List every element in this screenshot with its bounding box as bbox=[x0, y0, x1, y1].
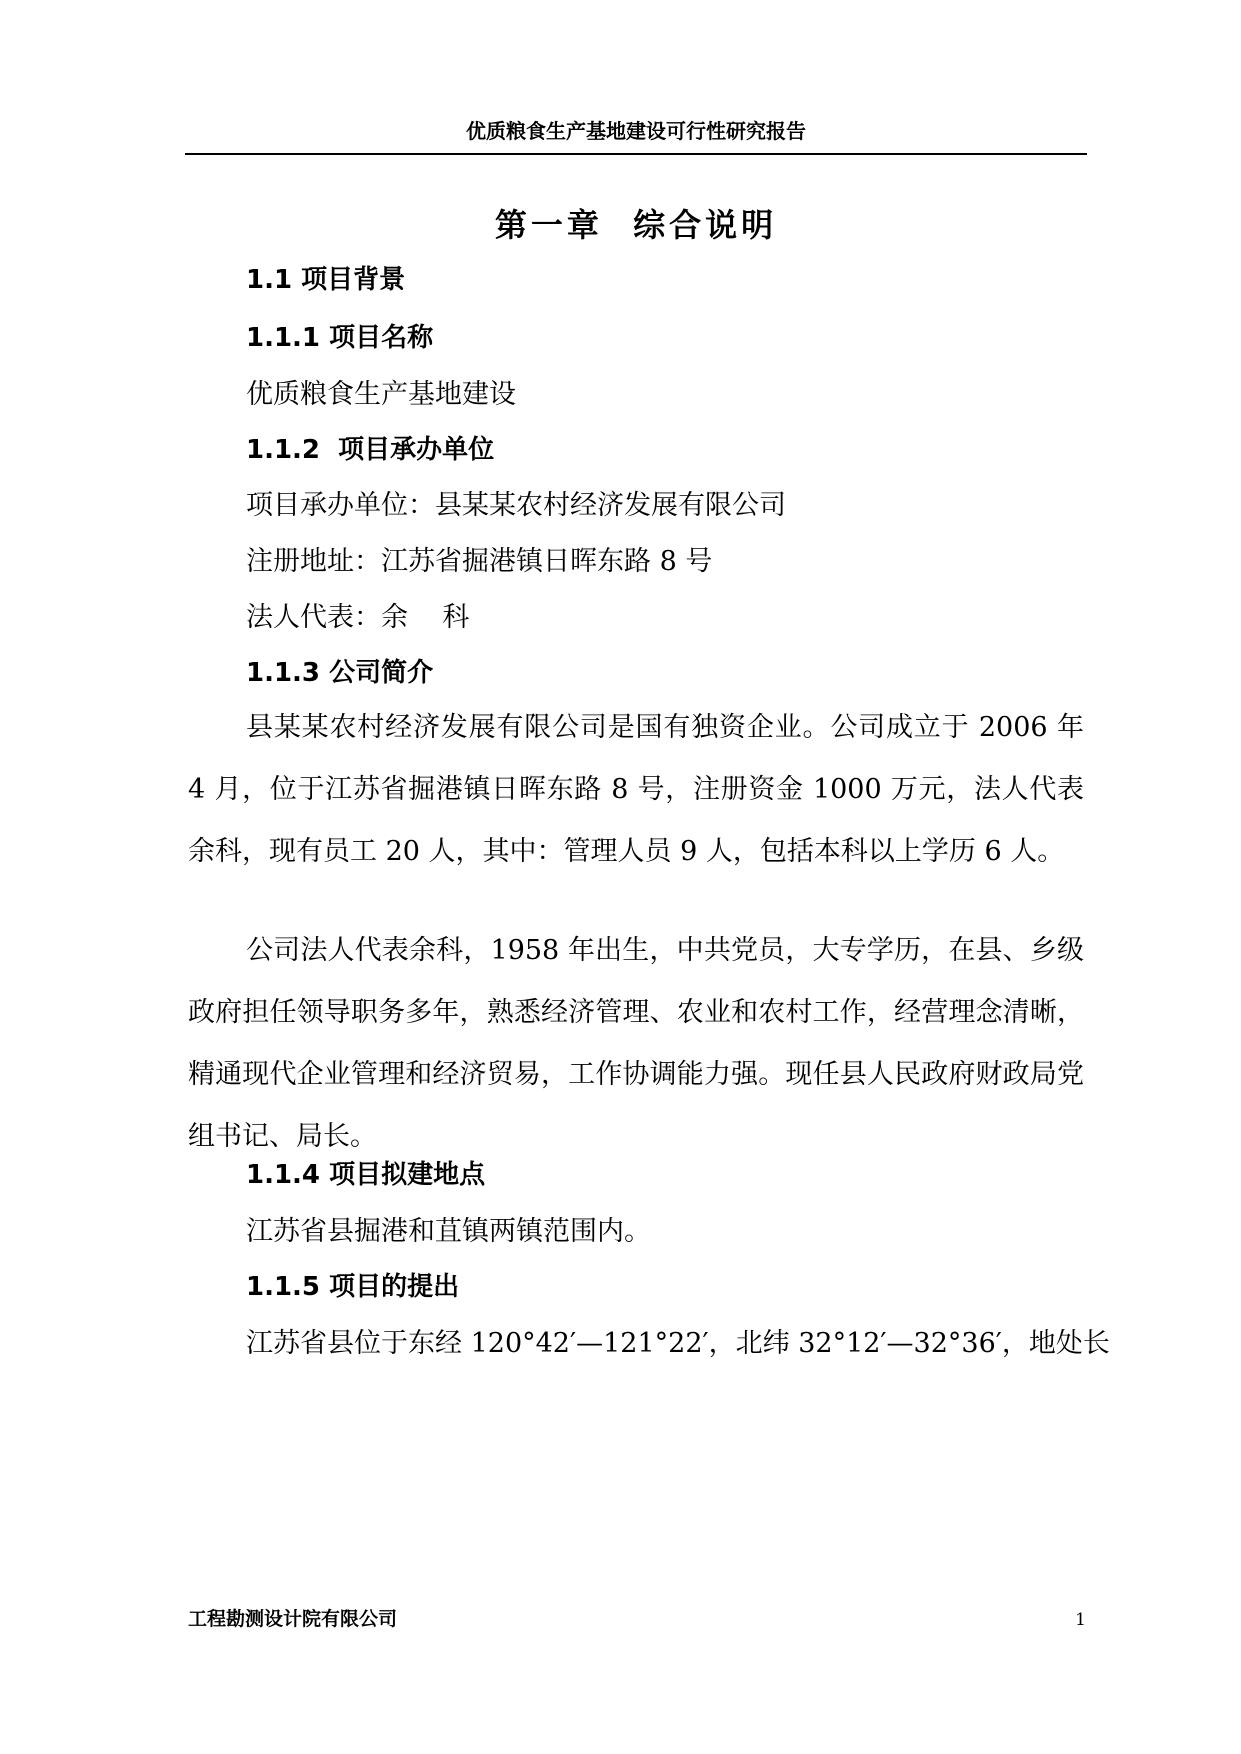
section-heading-1-1-1: 1.1.1 项目名称 bbox=[246, 323, 434, 353]
page-header-title: 优质粮食生产基地建设可行性研究报告 bbox=[466, 119, 806, 143]
footer-company-name: 工程勘测设计院有限公司 bbox=[188, 1608, 398, 1630]
header-divider bbox=[185, 153, 1087, 155]
project-name-text: 优质粮食生产基地建设 bbox=[246, 379, 516, 410]
company-intro-paragraph-1: 县某某农村经济发展有限公司是国有独资企业。公司成立于 2006 年 4 月，位于江苏省掘港镇日晖东路 8 号，注册资金 1000 万元，法人代表余科，现有员工 20 人，其中：管理人员 9 人，包括本科以上学历 6 人。 bbox=[188, 712, 1084, 867]
section-heading-1-1-3: 1.1.3 公司简介 bbox=[246, 658, 434, 688]
section-heading-1-1-4: 1.1.4 项目拟建地点 bbox=[246, 1160, 486, 1190]
chapter-title: 第一章 综合说明 bbox=[494, 206, 778, 244]
section-heading-1-1-2: 1.1.2 项目承办单位 bbox=[246, 435, 495, 465]
sponsor-unit-text: 项目承办单位：县某某农村经济发展有限公司 bbox=[246, 490, 786, 521]
project-location-text: 江苏省县掘港和苴镇两镇范围内。 bbox=[246, 1216, 651, 1247]
section-heading-1-1-5: 1.1.5 项目的提出 bbox=[246, 1272, 460, 1302]
registered-address-text: 注册地址：江苏省掘港镇日晖东路 8 号 bbox=[246, 546, 713, 577]
footer-page-number: 1 bbox=[1075, 1610, 1086, 1630]
company-intro-paragraph-2: 公司法人代表余科，1958 年出生，中共党员，大专学历，在县、乡级政府担任领导职务多年，熟悉经济管理、农业和农村工作，经营理念清晰，精通现代企业管理和经济贸易，工作协调能力强。现任县人民政府财政局党组书记、局长。 bbox=[188, 935, 1084, 1152]
section-heading-1-1: 1.1 项目背景 bbox=[246, 265, 406, 295]
legal-representative-text: 法人代表：余 科 bbox=[246, 602, 470, 633]
project-proposal-text: 江苏省县位于东经 120°42′—121°22′，北纬 32°12′—32°36′，地处长 bbox=[246, 1328, 1110, 1359]
